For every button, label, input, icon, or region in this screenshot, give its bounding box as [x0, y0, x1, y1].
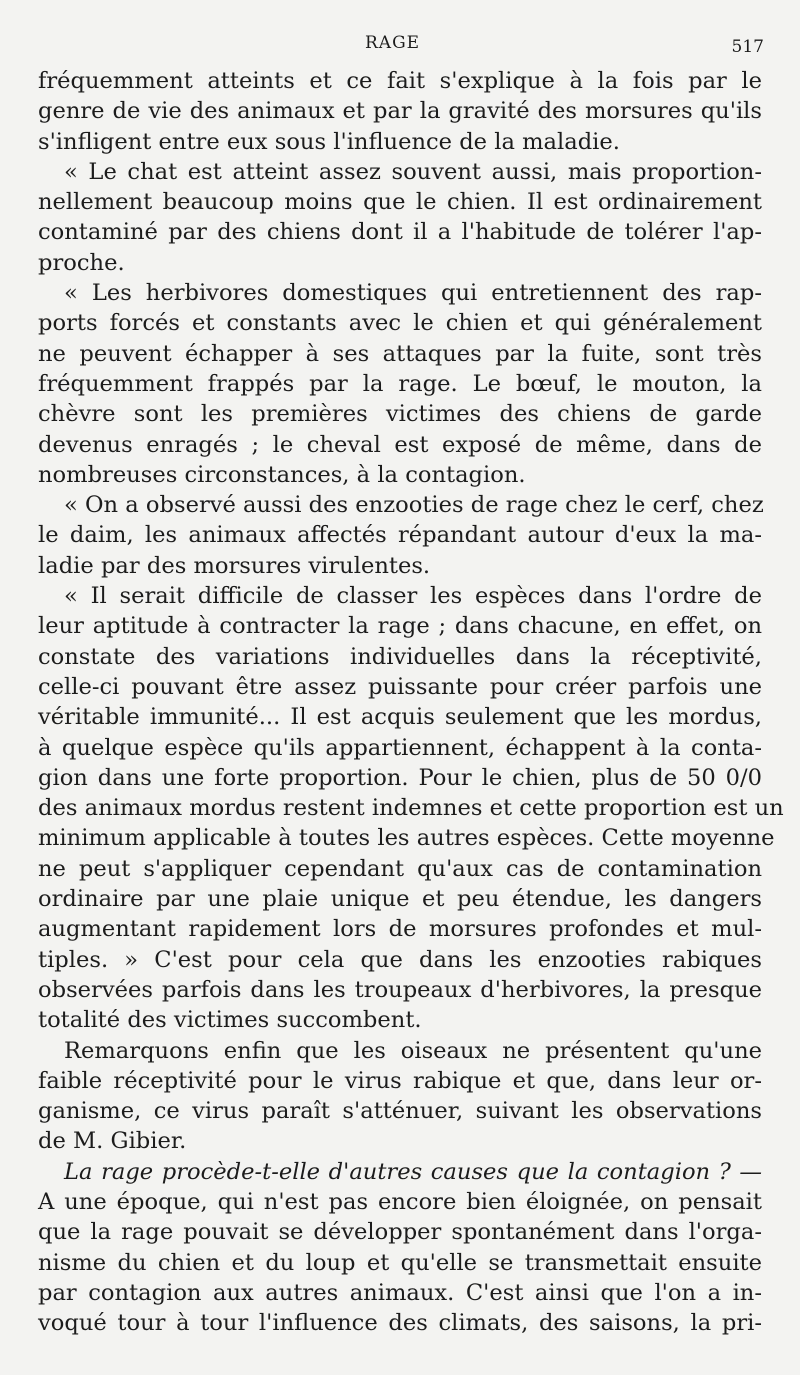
- text-line: observées parfois dans les troupeaux d'herbivores, la presque: [38, 976, 762, 1003]
- text-line: devenus enragés ; le cheval est exposé de même, dans de: [38, 431, 762, 458]
- page-header: [0, 33, 800, 59]
- paragraph: [38, 581, 784, 1035]
- text-line: leur aptitude à contracter la rage ; dans chacune, en effet, on: [38, 613, 762, 640]
- text-line: nisme du chien et du loup et qu'elle se transmettait ensuite: [38, 1249, 762, 1276]
- text-line: ports forcés et constants avec le chien et qui généralement: [38, 310, 762, 337]
- paragraph: [38, 66, 762, 157]
- text-line: Remarquons enfin que les oiseaux ne présentent qu'une: [64, 1037, 762, 1064]
- paragraph: [38, 278, 762, 490]
- text-line: « On a observé aussi des enzooties de rage chez le cerf, chez: [64, 492, 764, 519]
- paragraph: [38, 1157, 762, 1339]
- text-line: « Il serait difficile de classer les espèces dans l'ordre de: [64, 583, 762, 610]
- text-line: ganisme, ce virus paraît s'atténuer, suivant les observations: [38, 1098, 762, 1125]
- text-line: minimum applicable à toutes les autres espèces. Cette moyenne: [38, 825, 775, 852]
- text-line: A une époque, qui n'est pas encore bien éloignée, on pensait: [38, 1188, 762, 1215]
- text-line: fréquemment frappés par la rage. Le bœuf, le mouton, la: [38, 370, 762, 397]
- text-line: le daim, les animaux affectés répandant autour d'eux la ma-: [38, 522, 762, 549]
- text-line: « Le chat est atteint assez souvent aussi, mais proportion-: [64, 158, 762, 185]
- running-head: RAGE: [365, 33, 421, 53]
- text-line: s'infligent entre eux sous l'influence de la maladie.: [38, 128, 620, 155]
- paragraph: [38, 1036, 762, 1157]
- text-line: ladie par des morsures virulentes.: [38, 552, 431, 579]
- text-line: nombreuses circonstances, à la contagion.: [38, 461, 526, 488]
- text-line: proche.: [38, 249, 125, 276]
- text-line: à quelque espèce qu'ils appartiennent, échappent à la conta-: [38, 734, 762, 761]
- text-line: que la rage pouvait se développer spontanément dans l'orga-: [38, 1219, 762, 1246]
- text-line: contaminé par des chiens dont il a l'habitude de tolérer l'ap-: [38, 219, 762, 246]
- text-line: gion dans une forte proportion. Pour le chien, plus de 50 0/0: [38, 764, 762, 791]
- text-line: des animaux mordus restent indemnes et cette proportion est un: [38, 795, 784, 822]
- text-line: ordinaire par une plaie unique et peu étendue, les dangers: [38, 886, 762, 913]
- page-number: 517: [731, 37, 764, 57]
- text-line: celle-ci pouvant être assez puissante pour créer parfois une: [38, 673, 762, 700]
- text-line: ne peut s'appliquer cependant qu'aux cas de contamination: [38, 855, 762, 882]
- text-line: « Les herbivores domestiques qui entretiennent des rap-: [64, 280, 762, 307]
- text-line: chèvre sont les premières victimes des chiens de garde: [38, 401, 762, 428]
- text-line: faible réceptivité pour le virus rabique et que, dans leur or-: [38, 1067, 762, 1094]
- text-line: ne peuvent échapper à ses attaques par la fuite, sont très: [38, 340, 762, 367]
- text-line: voqué tour à tour l'influence des climats, des saisons, la pri-: [38, 1310, 762, 1337]
- text-line: par contagion aux autres animaux. C'est ainsi que l'on a in-: [38, 1279, 762, 1306]
- body-text: [38, 66, 784, 1338]
- text-line: totalité des victimes succombent.: [38, 1007, 422, 1034]
- text-line: tiples. » C'est pour cela que dans les enzooties rabiques: [38, 946, 762, 973]
- text-line: véritable immunité... Il est acquis seulement que les mordus,: [38, 704, 762, 731]
- paragraph: [38, 157, 762, 278]
- text-line: de M. Gibier.: [38, 1128, 187, 1155]
- text-line: fréquemment atteints et ce fait s'explique à la fois par le: [38, 68, 762, 94]
- paragraph: [38, 490, 762, 581]
- text-line: constate des variations individuelles dans la réceptivité,: [38, 643, 762, 670]
- text-line: augmentant rapidement lors de morsures profondes et mul-: [38, 916, 762, 943]
- text-line: genre de vie des animaux et par la gravité des morsures qu'ils: [38, 98, 762, 125]
- text-line: nellement beaucoup moins que le chien. Il est ordinairement: [38, 189, 762, 216]
- section-heading-italic: La rage procède-t-elle d'autres causes que la contagion ? —: [64, 1158, 762, 1185]
